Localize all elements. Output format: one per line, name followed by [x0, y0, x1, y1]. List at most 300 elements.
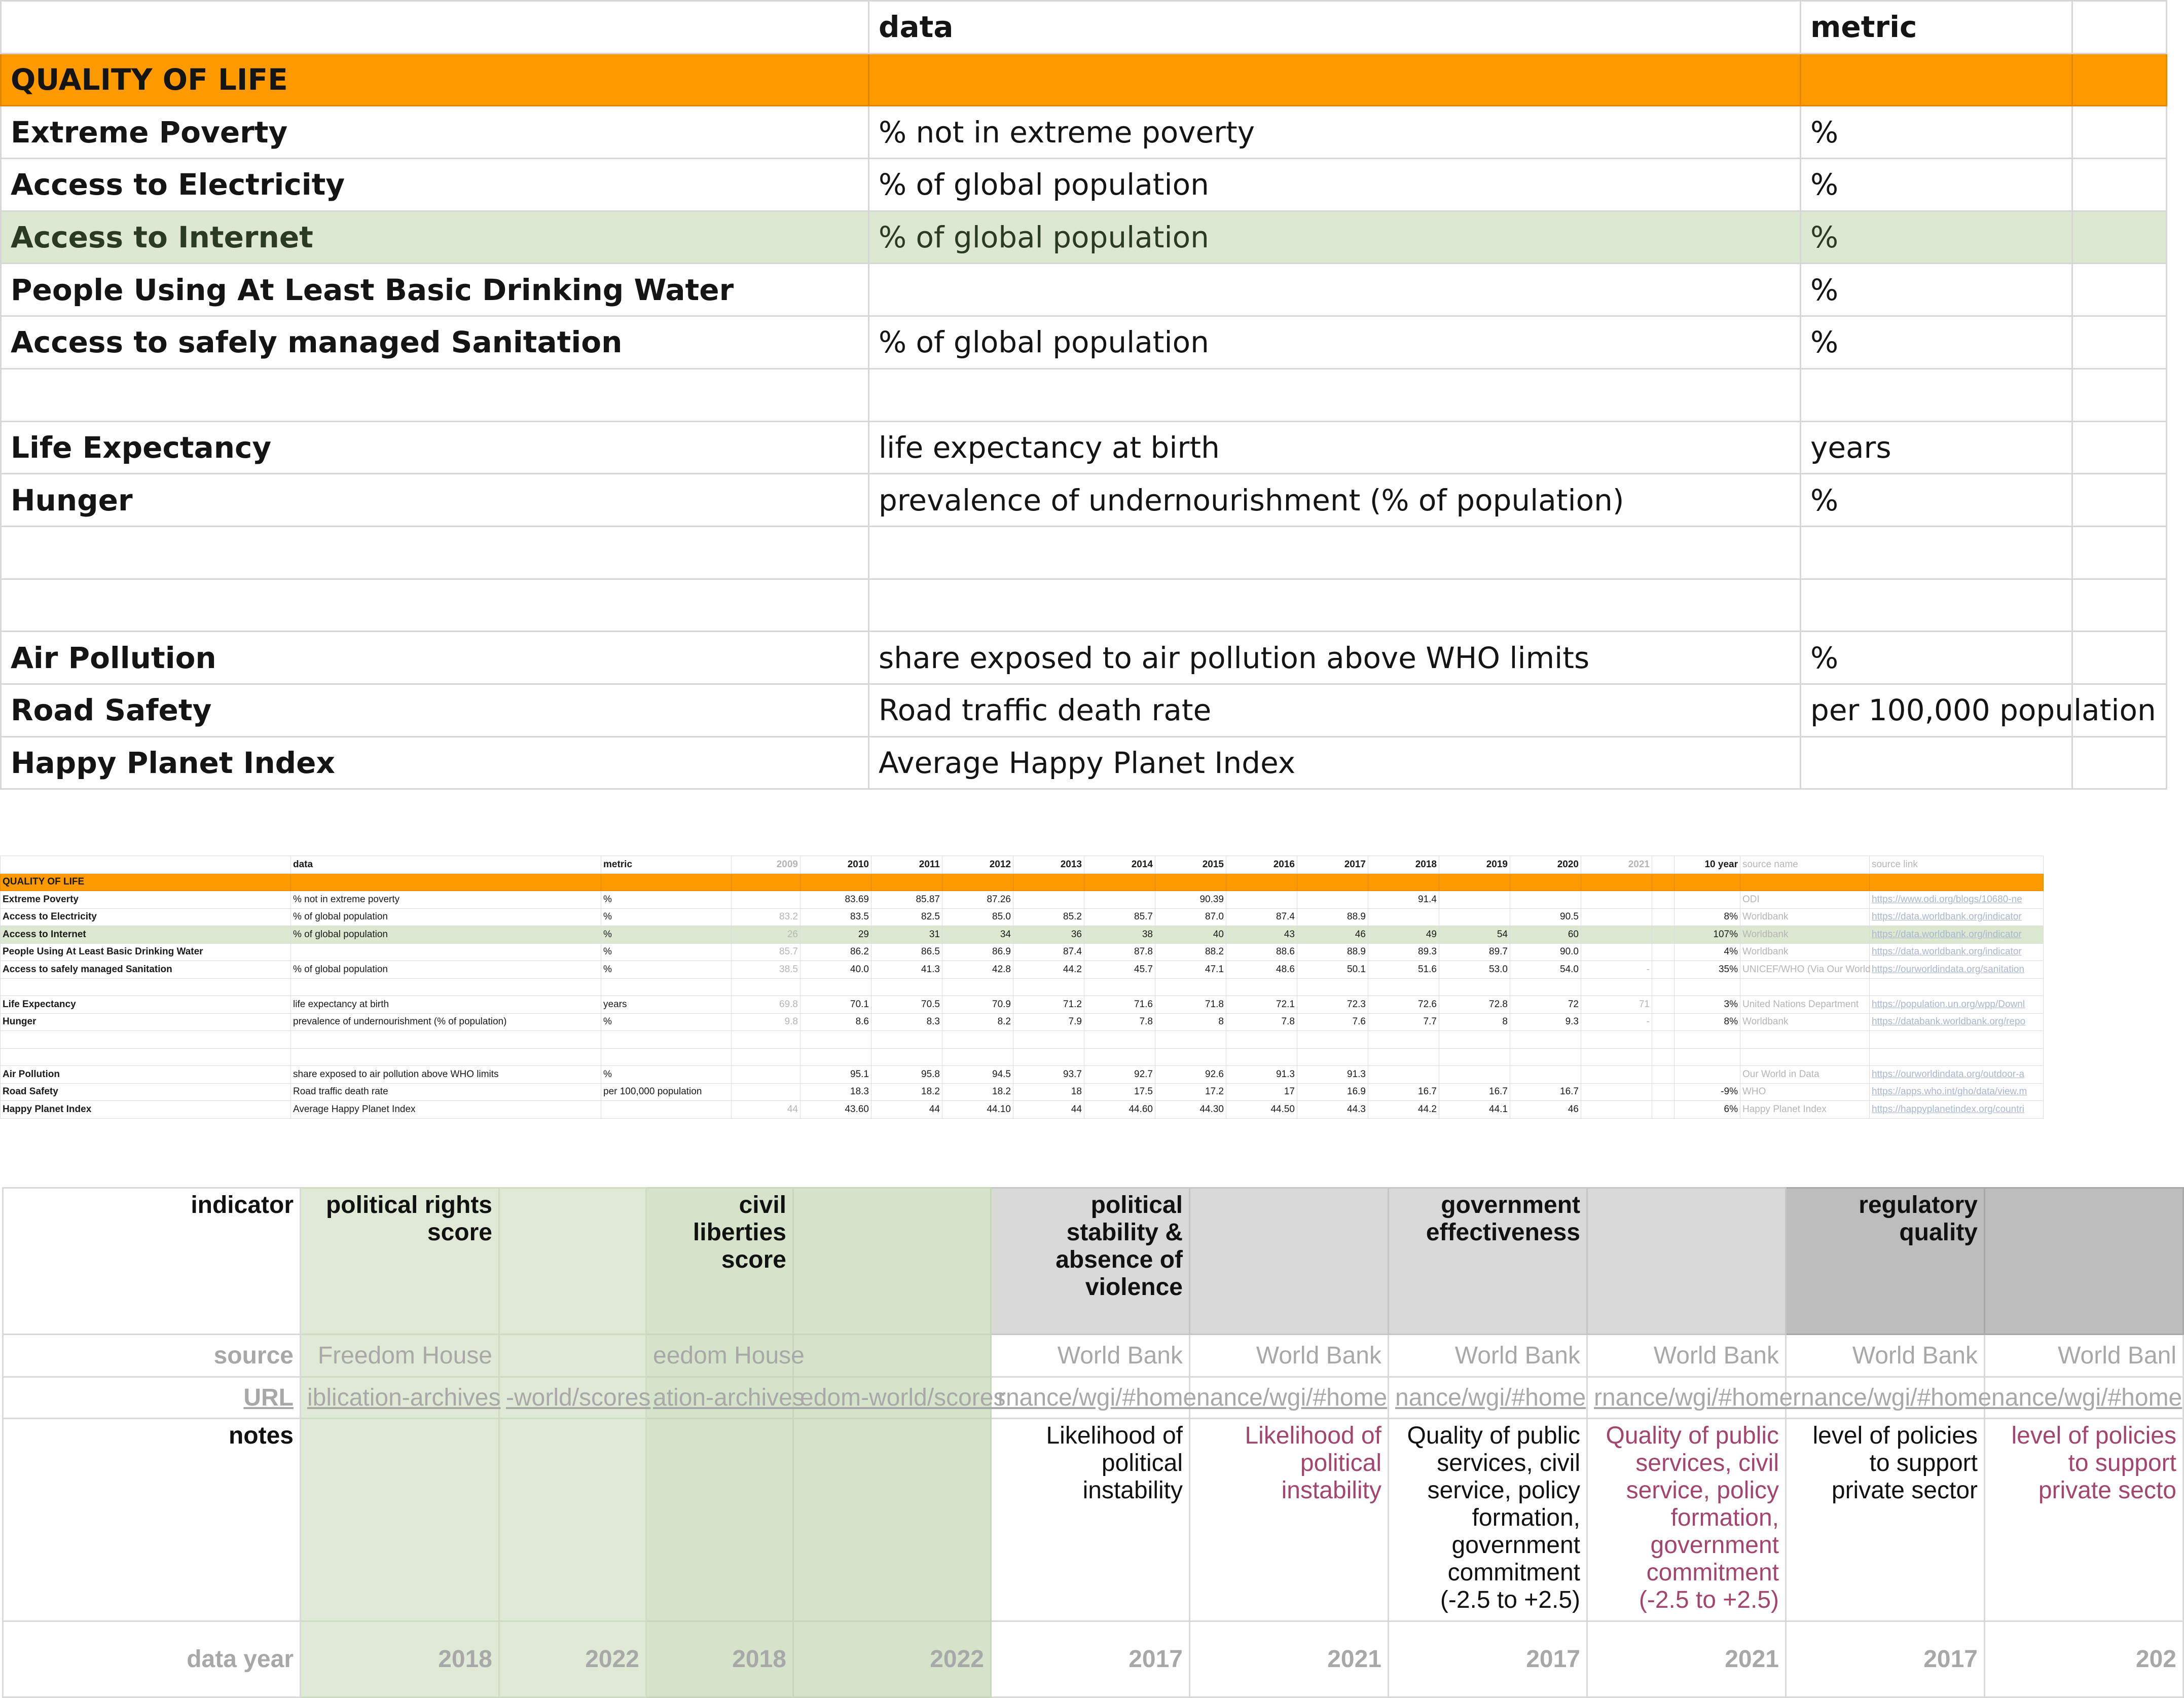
indicator-header[interactable]: government effectiveness: [1389, 1188, 1587, 1335]
table-cell[interactable]: 8.2: [942, 1013, 1013, 1031]
table-cell[interactable]: 95.1: [800, 1066, 871, 1084]
section-cell[interactable]: [1510, 873, 1581, 891]
table-cell[interactable]: 71.8: [1155, 996, 1226, 1014]
source-link[interactable]: https://data.worldbank.org/indicator: [1870, 908, 2044, 926]
row-label[interactable]: Hunger: [1, 474, 869, 527]
table-cell[interactable]: 85.7: [1084, 908, 1155, 926]
table-cell[interactable]: [1652, 1101, 1675, 1119]
table-cell[interactable]: [601, 1048, 732, 1066]
table-cell[interactable]: [1, 1048, 291, 1066]
table-cell[interactable]: % of global population: [291, 961, 601, 979]
source-cell[interactable]: World Bank: [1786, 1335, 1985, 1377]
column-header[interactable]: 2017: [1297, 856, 1368, 874]
table-cell[interactable]: 44: [871, 1101, 942, 1119]
table-cell[interactable]: [1675, 1031, 1740, 1049]
table-cell[interactable]: 42.8: [942, 961, 1013, 979]
table-cell[interactable]: 87.26: [942, 891, 1013, 909]
column-header[interactable]: 2019: [1439, 856, 1510, 874]
row-label[interactable]: Road Safety: [1, 684, 869, 736]
indicator-header[interactable]: [1190, 1188, 1389, 1335]
column-header[interactable]: metric: [1801, 1, 2072, 54]
table-cell[interactable]: 4%: [1675, 943, 1740, 961]
source-cell[interactable]: World Bank: [1587, 1335, 1786, 1377]
table-cell[interactable]: [1013, 1031, 1084, 1049]
table-cell[interactable]: [1439, 978, 1510, 996]
notes-cell[interactable]: [646, 1419, 793, 1621]
table-cell[interactable]: 88.9: [1297, 908, 1368, 926]
section-title[interactable]: QUALITY OF LIFE: [1, 53, 869, 106]
table-cell[interactable]: Road Safety: [1, 1083, 291, 1101]
table-cell[interactable]: [1155, 1031, 1226, 1049]
table-cell[interactable]: 17: [1226, 1083, 1297, 1101]
table-cell[interactable]: [1368, 978, 1439, 996]
table-cell[interactable]: [1581, 1031, 1652, 1049]
table-cell[interactable]: 89.3: [1368, 943, 1439, 961]
data-year-cell[interactable]: 2022: [499, 1621, 646, 1697]
column-header[interactable]: 2020: [1510, 856, 1581, 874]
table-cell[interactable]: 44.2: [1013, 961, 1084, 979]
row-label[interactable]: Extreme Poverty: [1, 106, 869, 159]
table-cell[interactable]: 44: [1013, 1101, 1084, 1119]
table-cell[interactable]: -: [1581, 1013, 1652, 1031]
table-cell[interactable]: [1368, 1066, 1439, 1084]
metric-cell[interactable]: [1801, 579, 2072, 632]
url-cell[interactable]: iblication-archives: [301, 1377, 499, 1419]
column-header[interactable]: 2016: [1226, 856, 1297, 874]
empty-cell[interactable]: [2072, 316, 2167, 369]
data-year-cell[interactable]: 2022: [793, 1621, 991, 1697]
data-cell[interactable]: Road traffic death rate: [869, 684, 1801, 736]
table-cell[interactable]: 87.4: [1013, 943, 1084, 961]
column-header[interactable]: [1652, 856, 1675, 874]
indicator-header[interactable]: [1587, 1188, 1786, 1335]
table-cell[interactable]: 85.7: [732, 943, 800, 961]
table-cell[interactable]: 6%: [1675, 1101, 1740, 1119]
notes-cell[interactable]: Quality of public services, civil service, policy formation, government commitment (-2.5 to +2.5): [1389, 1419, 1587, 1621]
table-cell[interactable]: [1581, 978, 1652, 996]
source-link[interactable]: https://data.worldbank.org/indicator: [1870, 926, 2044, 944]
table-cell[interactable]: 71.6: [1084, 996, 1155, 1014]
table-cell[interactable]: per 100,000 population: [601, 1083, 732, 1101]
table-cell[interactable]: 18.3: [800, 1083, 871, 1101]
column-header[interactable]: data: [291, 856, 601, 874]
column-header[interactable]: metric: [601, 856, 732, 874]
table-cell[interactable]: 83.5: [800, 908, 871, 926]
metric-cell[interactable]: %: [1801, 264, 2072, 316]
table-cell[interactable]: 8%: [1675, 908, 1740, 926]
table-cell[interactable]: 43.60: [800, 1101, 871, 1119]
table-cell[interactable]: [1652, 891, 1675, 909]
table-cell[interactable]: 18.2: [871, 1083, 942, 1101]
table-cell[interactable]: % of global population: [291, 908, 601, 926]
table-cell[interactable]: 49: [1368, 926, 1439, 944]
section-cell[interactable]: [2072, 53, 2167, 106]
table-cell[interactable]: [800, 1048, 871, 1066]
table-cell[interactable]: 16.7: [1368, 1083, 1439, 1101]
table-cell[interactable]: [1652, 1013, 1675, 1031]
metric-cell[interactable]: %: [1801, 211, 2072, 264]
table-cell[interactable]: Worldbank: [1740, 926, 1870, 944]
empty-cell[interactable]: [2072, 106, 2167, 159]
table-cell[interactable]: [601, 978, 732, 996]
url-cell[interactable]: nance/wgi/#home: [1985, 1377, 2183, 1419]
source-cell[interactable]: World Bank: [1190, 1335, 1389, 1377]
section-cell[interactable]: [1801, 53, 2072, 106]
table-cell[interactable]: Happy Planet Index: [1740, 1101, 1870, 1119]
notes-cell[interactable]: Quality of public services, civil service, policy formation, government commitment (-2.5 to +2.5): [1587, 1419, 1786, 1621]
data-cell[interactable]: % of global population: [869, 159, 1801, 211]
table-cell[interactable]: [942, 1048, 1013, 1066]
table-cell[interactable]: [1439, 908, 1510, 926]
table-cell[interactable]: [1510, 1048, 1581, 1066]
table-cell[interactable]: WHO: [1740, 1083, 1870, 1101]
table-cell[interactable]: [291, 943, 601, 961]
indicator-header[interactable]: [793, 1188, 991, 1335]
column-header[interactable]: 2012: [942, 856, 1013, 874]
indicator-header[interactable]: political rights score: [301, 1188, 499, 1335]
column-header[interactable]: data: [869, 1, 1801, 54]
metric-cell[interactable]: [1801, 368, 2072, 421]
table-cell[interactable]: Access to Internet: [1, 926, 291, 944]
metric-cell[interactable]: years: [1801, 421, 2072, 474]
table-cell[interactable]: ODI: [1740, 891, 1870, 909]
url-cell[interactable]: nance/wgi/#home: [1190, 1377, 1389, 1419]
table-cell[interactable]: [1510, 891, 1581, 909]
table-cell[interactable]: [1013, 978, 1084, 996]
table-cell[interactable]: 40.0: [800, 961, 871, 979]
table-cell[interactable]: [1652, 926, 1675, 944]
table-cell[interactable]: [1510, 978, 1581, 996]
column-header[interactable]: 2010: [800, 856, 871, 874]
table-cell[interactable]: 72.1: [1226, 996, 1297, 1014]
table-cell[interactable]: Worldbank: [1740, 908, 1870, 926]
table-cell[interactable]: Extreme Poverty: [1, 891, 291, 909]
table-cell[interactable]: %: [601, 1066, 732, 1084]
empty-cell[interactable]: [2072, 632, 2167, 684]
row-label[interactable]: Access to Electricity: [1, 159, 869, 211]
table-cell[interactable]: 54.0: [1510, 961, 1581, 979]
table-cell[interactable]: 38: [1084, 926, 1155, 944]
table-cell[interactable]: Happy Planet Index: [1, 1101, 291, 1119]
table-cell[interactable]: Worldbank: [1740, 943, 1870, 961]
table-cell[interactable]: 35%: [1675, 961, 1740, 979]
table-cell[interactable]: Life Expectancy: [1, 996, 291, 1014]
section-cell[interactable]: [1155, 873, 1226, 891]
table-cell[interactable]: Average Happy Planet Index: [291, 1101, 601, 1119]
table-cell[interactable]: [1013, 891, 1084, 909]
table-cell[interactable]: -: [1581, 961, 1652, 979]
table-cell[interactable]: 86.5: [871, 943, 942, 961]
table-cell[interactable]: 44.60: [1084, 1101, 1155, 1119]
table-cell[interactable]: %: [601, 926, 732, 944]
source-link[interactable]: [1870, 1031, 2044, 1049]
table-cell[interactable]: [1740, 978, 1870, 996]
table-cell[interactable]: [291, 978, 601, 996]
table-cell[interactable]: 90.0: [1510, 943, 1581, 961]
url-cell[interactable]: nance/wgi/#home: [1389, 1377, 1587, 1419]
table-cell[interactable]: [1652, 1048, 1675, 1066]
table-cell[interactable]: [1652, 961, 1675, 979]
table-cell[interactable]: [1013, 1048, 1084, 1066]
source-link[interactable]: https://www.odi.org/blogs/10680-ne: [1870, 891, 2044, 909]
empty-cell[interactable]: [2072, 368, 2167, 421]
metric-cell[interactable]: [1801, 736, 2072, 789]
table-cell[interactable]: Access to Electricity: [1, 908, 291, 926]
data-year-cell[interactable]: 2021: [1190, 1621, 1389, 1697]
table-cell[interactable]: 85.87: [871, 891, 942, 909]
row-heading[interactable]: notes: [3, 1419, 301, 1621]
column-header[interactable]: 2018: [1368, 856, 1439, 874]
section-cell[interactable]: [800, 873, 871, 891]
table-cell[interactable]: 91.3: [1226, 1066, 1297, 1084]
table-cell[interactable]: 70.1: [800, 996, 871, 1014]
table-cell[interactable]: 70.5: [871, 996, 942, 1014]
table-cell[interactable]: 8: [1155, 1013, 1226, 1031]
table-cell[interactable]: [732, 1066, 800, 1084]
empty-cell[interactable]: [2072, 264, 2167, 316]
table-cell[interactable]: United Nations Department: [1740, 996, 1870, 1014]
table-cell[interactable]: [601, 1031, 732, 1049]
empty-cell[interactable]: [2072, 211, 2167, 264]
table-cell[interactable]: 107%: [1675, 926, 1740, 944]
table-cell[interactable]: 40: [1155, 926, 1226, 944]
source-cell[interactable]: World Bank: [991, 1335, 1190, 1377]
table-cell[interactable]: % not in extreme poverty: [291, 891, 601, 909]
table-cell[interactable]: prevalence of undernourishment (% of population): [291, 1013, 601, 1031]
table-cell[interactable]: 7.6: [1297, 1013, 1368, 1031]
table-cell[interactable]: 18.2: [942, 1083, 1013, 1101]
table-cell[interactable]: [1155, 1048, 1226, 1066]
table-cell[interactable]: 7.9: [1013, 1013, 1084, 1031]
table-cell[interactable]: 53.0: [1439, 961, 1510, 979]
data-year-cell[interactable]: 2018: [301, 1621, 499, 1697]
table-cell[interactable]: [732, 1048, 800, 1066]
source-link[interactable]: https://apps.who.int/gho/data/view.m: [1870, 1083, 2044, 1101]
table-cell[interactable]: People Using At Least Basic Drinking Water: [1, 943, 291, 961]
table-cell[interactable]: 44.3: [1297, 1101, 1368, 1119]
table-cell[interactable]: 18: [1013, 1083, 1084, 1101]
table-cell[interactable]: %: [601, 1013, 732, 1031]
empty-cell[interactable]: [2072, 474, 2167, 527]
metric-cell[interactable]: per 100,000 population: [1801, 684, 2072, 736]
table-cell[interactable]: %: [601, 961, 732, 979]
table-cell[interactable]: Our World in Data: [1740, 1066, 1870, 1084]
column-header[interactable]: 10 year: [1675, 856, 1740, 874]
metric-cell[interactable]: %: [1801, 106, 2072, 159]
data-cell[interactable]: % of global population: [869, 316, 1801, 369]
table-cell[interactable]: 50.1: [1297, 961, 1368, 979]
table-cell[interactable]: 70.9: [942, 996, 1013, 1014]
table-cell[interactable]: [1439, 1066, 1510, 1084]
table-cell[interactable]: [871, 978, 942, 996]
table-cell[interactable]: [1652, 1083, 1675, 1101]
table-cell[interactable]: [1652, 978, 1675, 996]
metric-cell[interactable]: %: [1801, 632, 2072, 684]
source-link[interactable]: [1870, 978, 2044, 996]
data-cell[interactable]: [869, 579, 1801, 632]
table-cell[interactable]: 7.8: [1226, 1013, 1297, 1031]
table-cell[interactable]: [1439, 1031, 1510, 1049]
empty-cell[interactable]: [2072, 421, 2167, 474]
row-label[interactable]: People Using At Least Basic Drinking Water: [1, 264, 869, 316]
table-cell[interactable]: 3%: [1675, 996, 1740, 1014]
table-cell[interactable]: UNICEF/WHO (Via Our World: [1740, 961, 1870, 979]
row-heading[interactable]: source: [3, 1335, 301, 1377]
table-cell[interactable]: [1, 978, 291, 996]
row-label[interactable]: [1, 579, 869, 632]
data-year-cell[interactable]: 2017: [1786, 1621, 1985, 1697]
column-header[interactable]: 2013: [1013, 856, 1084, 874]
table-cell[interactable]: [1581, 891, 1652, 909]
source-link[interactable]: https://happyplanetindex.org/countri: [1870, 1101, 2044, 1119]
table-cell[interactable]: 93.7: [1013, 1066, 1084, 1084]
table-cell[interactable]: 71: [1581, 996, 1652, 1014]
table-cell[interactable]: %: [601, 943, 732, 961]
notes-cell[interactable]: [793, 1419, 991, 1621]
section-cell[interactable]: [1226, 873, 1297, 891]
table-cell[interactable]: [1675, 978, 1740, 996]
table-cell[interactable]: [1740, 1048, 1870, 1066]
column-header[interactable]: 2021: [1581, 856, 1652, 874]
source-cell[interactable]: eedom House: [646, 1335, 793, 1377]
section-cell[interactable]: [601, 873, 732, 891]
section-cell[interactable]: [871, 873, 942, 891]
table-cell[interactable]: 7.8: [1084, 1013, 1155, 1031]
empty-cell[interactable]: [2072, 159, 2167, 211]
table-cell[interactable]: 8.6: [800, 1013, 871, 1031]
table-cell[interactable]: 71.2: [1013, 996, 1084, 1014]
row-label[interactable]: Life Expectancy: [1, 421, 869, 474]
table-cell[interactable]: 16.9: [1297, 1083, 1368, 1101]
data-year-cell[interactable]: 2018: [646, 1621, 793, 1697]
source-link[interactable]: https://population.un.org/wpp/Downl: [1870, 996, 2044, 1014]
table-cell[interactable]: [1675, 1048, 1740, 1066]
table-cell[interactable]: [1226, 1048, 1297, 1066]
table-cell[interactable]: [1297, 978, 1368, 996]
url-cell[interactable]: rnance/wgi/#home: [1587, 1377, 1786, 1419]
section-cell[interactable]: [1581, 873, 1652, 891]
source-link[interactable]: [1870, 1048, 2044, 1066]
data-cell[interactable]: Average Happy Planet Index: [869, 736, 1801, 789]
table-cell[interactable]: 82.5: [871, 908, 942, 926]
table-cell[interactable]: [1581, 1083, 1652, 1101]
source-cell[interactable]: World Banl: [1985, 1335, 2183, 1377]
indicator-header[interactable]: [499, 1188, 646, 1335]
section-cell[interactable]: [869, 53, 1801, 106]
table-cell[interactable]: [1084, 1031, 1155, 1049]
table-cell[interactable]: [1581, 1101, 1652, 1119]
table-cell[interactable]: 46: [1297, 926, 1368, 944]
metric-cell[interactable]: %: [1801, 159, 2072, 211]
section-cell[interactable]: [291, 873, 601, 891]
table-cell[interactable]: [1155, 978, 1226, 996]
column-header[interactable]: 2015: [1155, 856, 1226, 874]
table-cell[interactable]: [291, 1048, 601, 1066]
indicator-header[interactable]: regulatory quality: [1786, 1188, 1985, 1335]
table-cell[interactable]: 26: [732, 926, 800, 944]
table-cell[interactable]: [1510, 1066, 1581, 1084]
source-link[interactable]: https://data.worldbank.org/indicator: [1870, 943, 2044, 961]
data-year-cell[interactable]: 2017: [991, 1621, 1190, 1697]
table-cell[interactable]: [942, 978, 1013, 996]
section-cell[interactable]: [1439, 873, 1510, 891]
table-cell[interactable]: 51.6: [1368, 961, 1439, 979]
table-cell[interactable]: Worldbank: [1740, 1013, 1870, 1031]
data-year-cell[interactable]: 2021: [1587, 1621, 1786, 1697]
source-link[interactable]: https://databank.worldbank.org/repo: [1870, 1013, 2044, 1031]
table-cell[interactable]: 47.1: [1155, 961, 1226, 979]
section-cell[interactable]: [1870, 873, 2044, 891]
table-cell[interactable]: [1439, 891, 1510, 909]
table-cell[interactable]: 85.0: [942, 908, 1013, 926]
table-cell[interactable]: life expectancy at birth: [291, 996, 601, 1014]
table-cell[interactable]: [942, 1031, 1013, 1049]
indicator-header[interactable]: [1985, 1188, 2183, 1335]
table-cell[interactable]: [732, 978, 800, 996]
empty-cell[interactable]: [2072, 526, 2167, 579]
table-cell[interactable]: -9%: [1675, 1083, 1740, 1101]
data-cell[interactable]: life expectancy at birth: [869, 421, 1801, 474]
table-cell[interactable]: [1581, 926, 1652, 944]
table-cell[interactable]: 91.4: [1368, 891, 1439, 909]
section-cell[interactable]: [1084, 873, 1155, 891]
table-cell[interactable]: 45.7: [1084, 961, 1155, 979]
data-year-cell[interactable]: 202: [1985, 1621, 2183, 1697]
column-header[interactable]: source link: [1870, 856, 2044, 874]
section-cell[interactable]: [1368, 873, 1439, 891]
table-cell[interactable]: [1652, 1031, 1675, 1049]
table-cell[interactable]: 92.6: [1155, 1066, 1226, 1084]
table-cell[interactable]: [1297, 1048, 1368, 1066]
notes-cell[interactable]: level of policies to support private secto: [1985, 1419, 2183, 1621]
url-cell[interactable]: -world/scores: [499, 1377, 646, 1419]
table-cell[interactable]: 44.50: [1226, 1101, 1297, 1119]
table-cell[interactable]: 43: [1226, 926, 1297, 944]
data-cell[interactable]: [869, 526, 1801, 579]
column-header[interactable]: 2014: [1084, 856, 1155, 874]
table-cell[interactable]: [732, 1083, 800, 1101]
table-cell[interactable]: [1297, 891, 1368, 909]
table-cell[interactable]: 87.8: [1084, 943, 1155, 961]
section-cell[interactable]: [1297, 873, 1368, 891]
notes-cell[interactable]: [301, 1419, 499, 1621]
table-cell[interactable]: [1675, 1066, 1740, 1084]
table-cell[interactable]: 94.5: [942, 1066, 1013, 1084]
data-cell[interactable]: [869, 264, 1801, 316]
column-header[interactable]: 2011: [871, 856, 942, 874]
source-cell[interactable]: [793, 1335, 991, 1377]
section-cell[interactable]: [732, 873, 800, 891]
table-cell[interactable]: 87.4: [1226, 908, 1297, 926]
table-cell[interactable]: [1226, 978, 1297, 996]
table-cell[interactable]: 44.1: [1439, 1101, 1510, 1119]
row-label[interactable]: Access to Internet: [1, 211, 869, 264]
table-cell[interactable]: [1084, 891, 1155, 909]
row-heading[interactable]: data year: [3, 1621, 301, 1697]
table-cell[interactable]: 88.2: [1155, 943, 1226, 961]
row-label[interactable]: Happy Planet Index: [1, 736, 869, 789]
data-cell[interactable]: % of global population: [869, 211, 1801, 264]
table-cell[interactable]: 88.6: [1226, 943, 1297, 961]
data-cell[interactable]: [869, 368, 1801, 421]
table-cell[interactable]: 8%: [1675, 1013, 1740, 1031]
table-cell[interactable]: 16.7: [1510, 1083, 1581, 1101]
table-cell[interactable]: [291, 1031, 601, 1049]
url-cell[interactable]: edom-world/scores: [793, 1377, 991, 1419]
section-cell[interactable]: [942, 873, 1013, 891]
table-cell[interactable]: 72.6: [1368, 996, 1439, 1014]
table-cell[interactable]: 86.2: [800, 943, 871, 961]
